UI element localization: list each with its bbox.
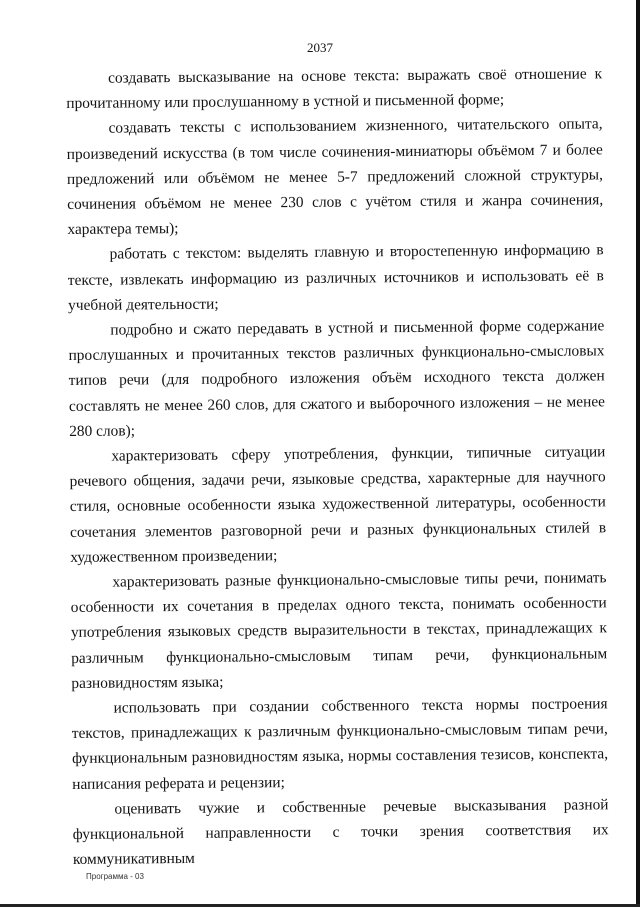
paragraph: оценивать чужие и собственные речевые высказывания разной функциональной направленности с точки зрения соответствия их коммуникативным — [72, 796, 609, 869]
document-body — [66, 61, 609, 872]
page-number: 2037 — [307, 40, 333, 55]
footer-note: Программа - 03 — [86, 872, 144, 881]
paragraph: использовать при создании собственного текста нормы построения текстов, принадлежащих к различным функционально-смысловым типам речи, функциональным разновидностям языка, нормы составления тезисов, конспекта, написания реферата и рецензии; — [71, 695, 609, 793]
scan-edge-right — [636, 0, 640, 907]
paragraph: характеризовать разные функционально-смысловые типы речи, понимать особенности их сочетания в пределах одного текста, понимать особенности употребления языковых средств выразительности в текстах, принадлежащих к различным функционально-смысловым типам речи, функциональным разновидностям языка; — [70, 569, 608, 692]
paragraph: характеризовать сферу употребления, функции, типичные ситуации речевого общения, задачи речи, языковые средства, характерные для научного стиля, основные особенности языка художественной литературы, особенности сочетания элементов разговорной речи и разных функциональных стилей в художественном произведении; — [69, 443, 607, 566]
paragraph: работать с текстом: выделять главную и второстепенную информацию в тексте, извлекать информацию из различных источников и использовать её в учебной деятельности; — [67, 241, 604, 314]
paragraph: создавать тексты с использованием жизненного, читательского опыта, произведений искусства (в том числе сочинения-миниатюры объёмом 7 и более предложений или объёмом не менее 5-7 предложений сложной структуры, сочинения объёмом не менее 230 слов с учётом стиля и жанра сочинения, характера темы); — [66, 115, 604, 239]
paragraph: подробно и сжато передавать в устной и письменной форме содержание прослушанных и прочитанных текстов различных функционально-смысловых типов речи (для подробного изложения объём исходного текста должен составлять не менее 260 слов, для сжатого и выборочного изложения – не менее 280 слов); — [68, 317, 606, 440]
paragraph: создавать высказывание на основе текста: выражать своё отношение к прочитанному или прослушанному в устной и письменной форме; — [66, 65, 603, 113]
